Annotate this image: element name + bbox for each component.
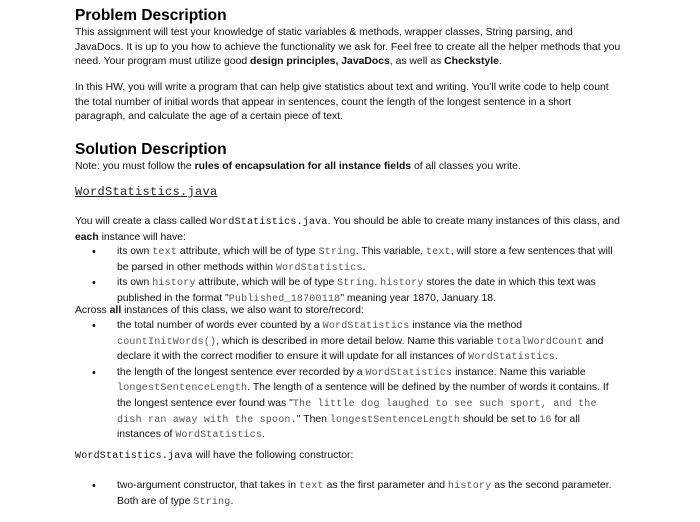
list-item: • two-argument constructor, that takes in text as the first parameter and history as the second parameter. Both are of type String.	[92, 480, 612, 508]
solution-description-heading: Solution Description	[75, 141, 227, 158]
list-item: • its own history attribute, which will be of type String. history stores the date in which this text was published in the format "Published_18700118" meaning year 1870, January 18.	[92, 277, 596, 305]
problem-paragraph-2: In this HW, you will write a program that can help give statistics about text and writing. You’ll write code to help count the total number of initial words that appear in sentences, count the length of the longest sentence in a short paragraph, and calculate the age of a certain piece of text.	[75, 82, 609, 123]
bullet-icon: •	[92, 366, 96, 379]
bullet-icon: •	[92, 246, 96, 258]
bullet-icon: •	[92, 277, 96, 290]
instance-attributes-list	[75, 245, 623, 307]
constructor-intro: WordStatistics.java will have the following constructor:	[75, 450, 354, 462]
list-item: • the total number of words ever counted by a WordStatistics instance via the method countInitWords(), which is described in more detail below. Name this variable totalWordCount and declare it with the correct modifier to ensure it will update for all instances of WordStatistics.	[92, 320, 604, 364]
bullet-icon: •	[92, 320, 96, 332]
list-item: • the length of the longest sentence ever recorded by a WordStatistics instance. Name this variable longestSentenceLength. The length of a sentence will be defined by the number of words it contains. If the longest sentence ever found was "The little dog laughed to see such sport, and the dish ran away with the spoon." Then longestSentenceLength should be set to 16 for all instances of WordStatistics.	[92, 366, 609, 442]
constructor-list	[75, 479, 623, 510]
class-intro: You will create a class called WordStatistics.java. You should be able to create many instances of this class, and each instance will have:	[75, 216, 620, 243]
problem-paragraph-1: This assignment will test your knowledge of static variables & methods, wrapper classes, String parsing, and JavaDocs. It is up to you how to achieve the functionality we ask for. Feel free to create all the helper methods that you need. Your program must utilize good design principles, JavaDocs, as well as Checkstyle.	[75, 27, 621, 68]
file-heading: WordStatistics.java	[75, 185, 218, 199]
static-fields-list	[75, 319, 623, 444]
list-item: • its own text attribute, which will be of type String. This variable, text, will store a few sentences that will be parsed in other methods within WordStatistics.	[92, 246, 613, 274]
problem-description-heading: Problem Description	[75, 7, 227, 24]
across-instances-text: Across all instances of this class, we also want to store/record:	[75, 305, 364, 316]
encapsulation-note: Note: you must follow the rules of encapsulation for all instance fields of all classes you write.	[75, 161, 521, 172]
bullet-icon: •	[92, 480, 96, 492]
